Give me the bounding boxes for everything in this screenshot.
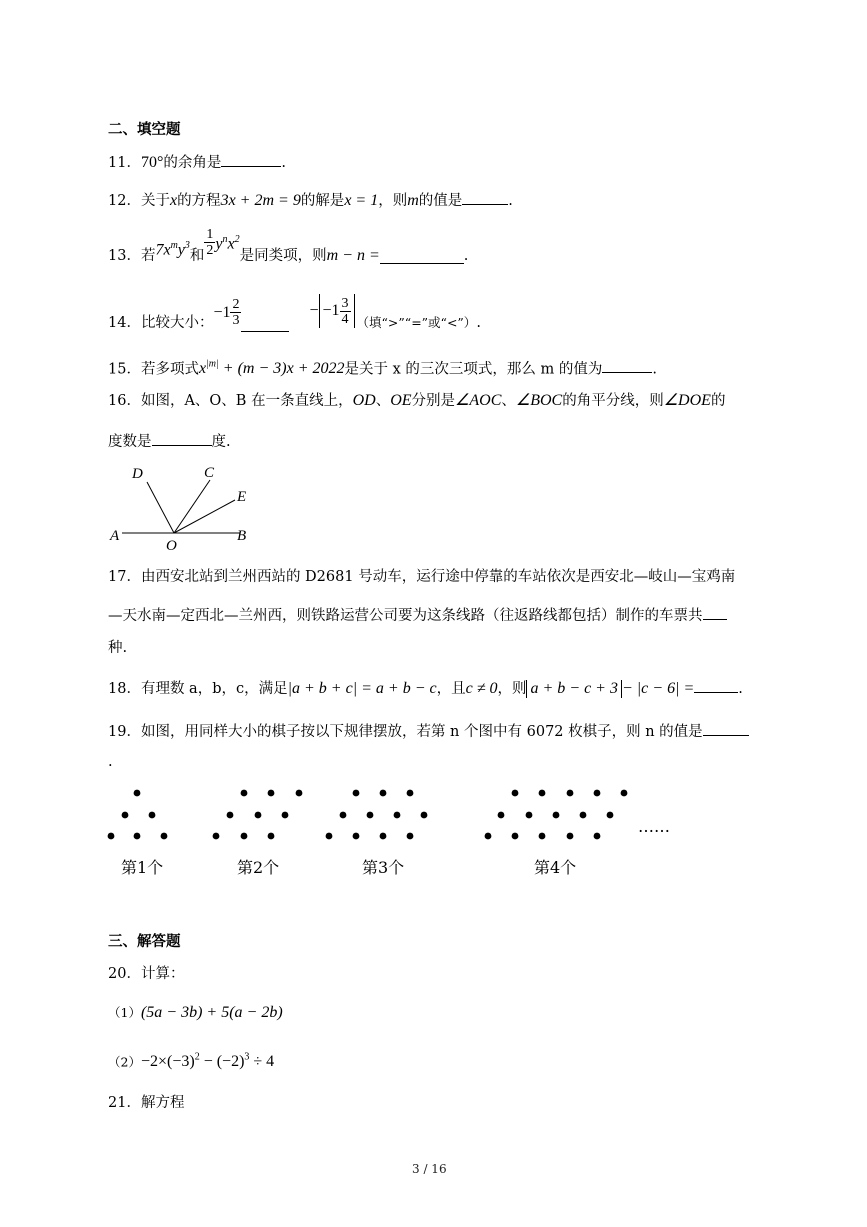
expr-segment: −2×(−3) — [140, 1053, 195, 1071]
math-expression — [141, 1053, 274, 1070]
answer-blank — [380, 249, 464, 264]
question-text: 度数是 — [108, 434, 152, 450]
term-base: y — [215, 235, 223, 253]
question-text: —天水南—定西北—兰州西，则铁路运营公司要为这条线路（往返路线都包括）制作的车票共 — [108, 608, 703, 624]
polynomial — [199, 360, 345, 377]
question-text: 有理数 a，b，c，满足 — [140, 681, 288, 697]
integer-part: −1 — [213, 303, 231, 321]
ray-oc-line — [174, 480, 210, 533]
question-text: 的角平分线，则 — [562, 393, 664, 409]
fraction-one-half — [204, 227, 215, 258]
fraction-numerator: 1 — [206, 226, 214, 242]
answer-blank — [152, 431, 212, 446]
math-expression: (5a − 3b) + 5(a − 2b) — [140, 1004, 283, 1021]
page-number: 3 / 16 — [412, 1162, 447, 1176]
math-equation: 3x + 2m = 9 — [220, 192, 301, 209]
expr-exponent: 3 — [244, 1052, 250, 1063]
question-20 — [108, 965, 184, 983]
expr-segment: − (−2) — [199, 1053, 245, 1071]
integer-part: −1 — [322, 302, 340, 319]
punctuation: . — [108, 754, 113, 770]
poly-base: x — [198, 360, 207, 378]
question-text: 种. — [108, 640, 128, 656]
math-variable: m — [407, 192, 419, 209]
point-b-label: B — [237, 528, 247, 544]
question-text: 如图，用同样大小的棋子按以下规律摆放，若第 n 个图中有 6072 枚棋子，则 n 的值是 — [140, 724, 703, 740]
part-number: （1） — [108, 1005, 141, 1020]
question-text: 解方程 — [140, 1095, 185, 1111]
question-number: 17． — [108, 569, 141, 585]
punctuation: . — [281, 155, 286, 171]
term-base: y — [177, 241, 185, 259]
question-12 — [108, 190, 513, 210]
question-text: 关于 — [140, 193, 170, 209]
absolute-value-expression: a + b − c + 3 — [526, 680, 622, 698]
answer-blank — [462, 190, 508, 205]
question-19-line-1 — [108, 721, 749, 741]
fraction-denominator: 3 — [232, 313, 240, 328]
fraction — [340, 296, 351, 327]
question-20-part-1 — [108, 1004, 283, 1022]
question-17-line-3 — [108, 639, 127, 657]
fraction-denominator: 4 — [341, 311, 349, 327]
math-expression: − |c − 6| = — [621, 680, 695, 697]
math-solution: x = 1 — [344, 192, 379, 209]
math-expression: 70° — [140, 154, 164, 171]
point-d-label: D — [132, 466, 143, 482]
math-expression: m − n = — [326, 247, 380, 264]
point-e-label: E — [237, 489, 247, 505]
fill-hint: （填“>”“=”或“<”） — [356, 315, 477, 330]
figure-label-4: 第4个 — [534, 858, 577, 877]
mixed-number-a — [213, 297, 241, 328]
math-term-2 — [215, 231, 239, 253]
question-text: 计算： — [140, 966, 185, 982]
answer-blank — [221, 152, 281, 167]
question-number: 18． — [108, 681, 141, 697]
question-14 — [108, 288, 481, 332]
punctuation: . — [463, 248, 469, 264]
question-text: 如图，A、O、B 在一条直线上， — [140, 393, 353, 409]
point-c-label: C — [204, 465, 215, 481]
question-18 — [108, 678, 743, 698]
term-exponent: n — [222, 233, 228, 245]
punctuation: . — [738, 681, 743, 697]
question-text: 的余角是 — [163, 155, 222, 171]
fraction-numerator: 3 — [341, 295, 349, 311]
question-19-line-2 — [108, 753, 113, 771]
question-text: 是同类项，则 — [239, 248, 327, 264]
question-20-part-2 — [108, 1049, 274, 1071]
figure-label-3: 第3个 — [362, 858, 405, 877]
question-text: 的方程 — [177, 193, 221, 209]
part-number: （2） — [108, 1054, 141, 1070]
absolute-value-bars — [319, 294, 355, 328]
ray-oe-line — [174, 500, 235, 533]
chess-pattern-figure — [100, 780, 700, 852]
question-text: 和 — [189, 248, 205, 264]
math-term-1 — [155, 237, 189, 259]
fraction — [230, 297, 241, 328]
ray-od-line — [147, 482, 174, 533]
answer-blank — [703, 605, 727, 620]
point-a-label: A — [110, 528, 120, 544]
fraction-denominator: 2 — [206, 242, 214, 258]
punctuation: . — [476, 315, 481, 331]
angle-boc: ∠BOC — [515, 392, 563, 409]
punctuation: 度. — [211, 434, 231, 450]
question-text: 是关于 x 的三次三项式，那么 m 的值为 — [344, 361, 603, 378]
angle-aoc: ∠AOC — [455, 392, 502, 409]
question-text: 若 — [140, 248, 156, 264]
question-text: 的解是 — [300, 193, 345, 209]
math-variable: x — [169, 192, 178, 209]
angle-doe: ∠DOE — [663, 392, 711, 409]
ray-od: OD — [352, 392, 376, 409]
question-text: ，则 — [497, 681, 527, 697]
question-number: 19． — [108, 724, 141, 740]
punctuation: . — [652, 361, 657, 378]
question-11 — [108, 152, 286, 172]
minus-sign: − — [309, 302, 319, 319]
question-16-line-2 — [108, 431, 231, 451]
condition-nonzero: c ≠ 0 — [465, 680, 498, 697]
point-o-label: O — [166, 538, 177, 554]
negated-absolute-value — [309, 294, 354, 328]
pattern-2 — [213, 790, 303, 840]
question-number: 11． — [108, 155, 141, 171]
question-number: 12． — [108, 193, 141, 209]
question-text: 的值是 — [418, 193, 463, 209]
figure-label-2: 第2个 — [237, 858, 280, 877]
poly-exponent: |m| — [206, 359, 219, 370]
term-exponent: 2 — [234, 233, 240, 245]
question-number: 13． — [108, 248, 141, 264]
question-number: 20． — [108, 966, 141, 982]
question-13 — [108, 228, 468, 264]
question-text: 若多项式 — [140, 361, 199, 378]
question-number: 21． — [108, 1095, 141, 1111]
question-17-line-1 — [108, 568, 735, 586]
question-number: 14． — [108, 315, 141, 331]
question-text: ，则 — [378, 193, 408, 209]
pattern-4 — [485, 790, 628, 840]
question-number: 15． — [108, 361, 141, 378]
angle-figure — [100, 460, 270, 555]
answer-blank — [602, 358, 652, 373]
question-number: 16． — [108, 393, 141, 409]
question-17-line-2 — [108, 605, 727, 625]
section-title-fill-blank: 二、填空题 — [108, 122, 181, 138]
question-16-line-1 — [108, 392, 725, 410]
ellipsis: …… — [638, 817, 670, 836]
term-exponent: m — [170, 239, 178, 251]
ray-oe: OE — [390, 392, 412, 409]
question-text: 、 — [501, 393, 516, 409]
pattern-1 — [108, 790, 168, 840]
answer-blank — [241, 317, 289, 332]
question-text: 的 — [710, 393, 726, 409]
question-text: 、 — [375, 393, 391, 409]
term-base: 7x — [155, 241, 171, 259]
question-text: 由西安北站到兰州西站的 D2681 号动车，运行途中停靠的车站依次是西安北—岐山—宝鸡南 — [140, 569, 736, 585]
answer-blank — [694, 678, 738, 693]
question-15 — [108, 356, 657, 378]
expr-segment: ÷ 4 — [249, 1053, 275, 1071]
question-text: ，且 — [436, 681, 466, 697]
figure-label-1: 第1个 — [121, 858, 164, 877]
condition-expression: |a + b + c| = a + b − c — [287, 680, 437, 697]
question-21 — [108, 1094, 184, 1112]
section-title-solve: 三、解答题 — [108, 934, 181, 950]
expr-exponent: 2 — [194, 1052, 200, 1063]
question-text: 分别是 — [411, 393, 456, 409]
fraction-numerator: 2 — [232, 297, 240, 312]
term-exponent: 3 — [184, 239, 190, 251]
punctuation: . — [508, 193, 513, 209]
poly-rest: + (m − 3)x + 2022 — [218, 360, 345, 378]
answer-blank — [703, 721, 749, 736]
question-text: 比较大小： — [140, 315, 214, 331]
term-base: x — [227, 235, 235, 253]
pattern-3 — [326, 790, 428, 840]
